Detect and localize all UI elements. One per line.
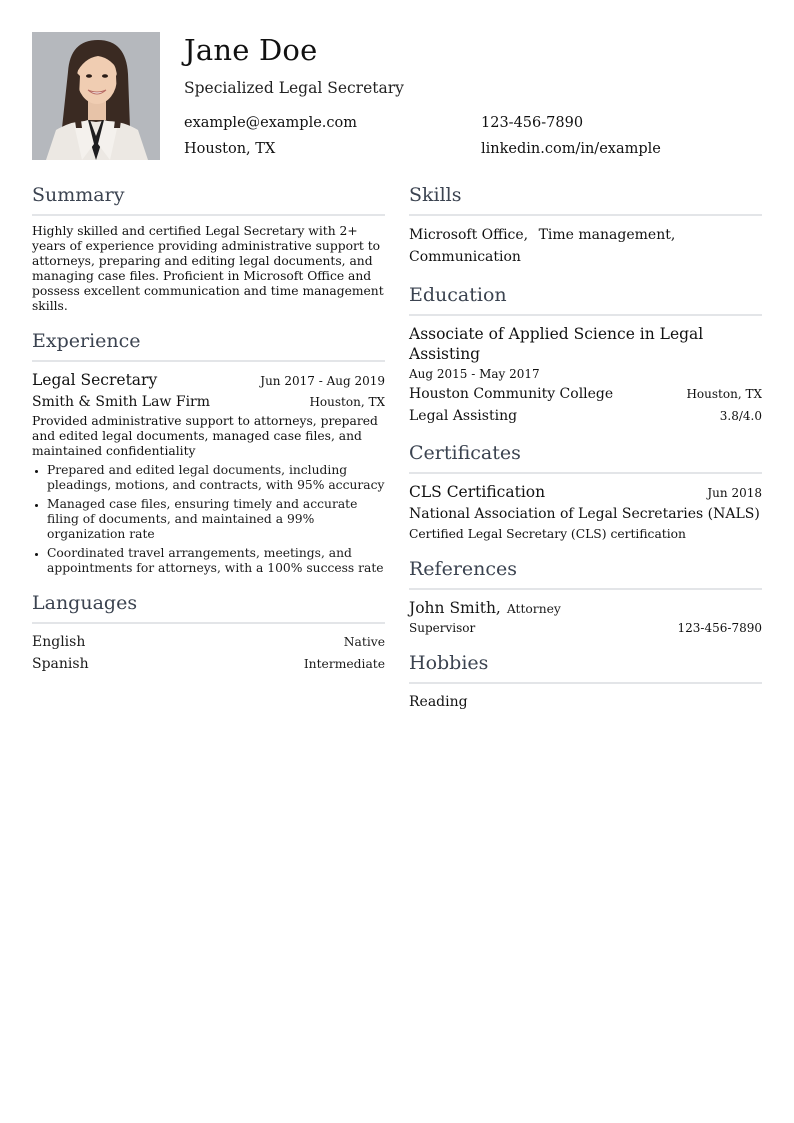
summary-text: Highly skilled and certified Legal Secretary with 2+ years of experience providing administrative support to attorneys, preparing and editing legal documents, and managing case files. Proficient in Microsoft Office and possess excellent communication and time management skills. [32,224,384,313]
education-heading: Education [409,282,762,316]
language-name: Spanish [32,656,89,672]
skill-item: Communication [409,249,521,265]
experience-dates: Jun 2017 - Aug 2019 [260,374,385,388]
skills-heading: Skills [409,182,762,216]
bullet-item: Coordinated travel arrangements, meetings, and appointments for attorneys, with a 100% success rate [47,546,384,575]
hobbies-heading: Hobbies [409,650,762,684]
candidate-name: Jane Doe [184,33,318,67]
summary-heading: Summary [32,182,385,216]
right-column [409,182,762,722]
reference-item [409,598,762,636]
contact-email[interactable]: example@example.com [184,115,358,131]
certificate-description: Certified Legal Secretary (CLS) certification [409,527,686,541]
experience-item [32,370,385,576]
certificate-date: Jun 2018 [707,486,762,500]
hobbies-section [409,650,762,712]
certificates-heading: Certificates [409,440,762,474]
education-location: Houston, TX [686,387,762,401]
education-dates: Aug 2015 - May 2017 [409,367,540,381]
languages-section [32,590,385,674]
references-heading: References [409,556,762,590]
language-level: Native [343,635,385,649]
skills-section [409,182,762,268]
certificates-section [409,440,762,542]
candidate-title: Specialized Legal Secretary [184,79,404,97]
education-gpa: 3.8/4.0 [719,409,762,423]
resume-header [32,32,762,160]
education-field: Legal Assisting [409,408,518,424]
certificate-name: CLS Certification [409,483,546,501]
contact-linkedin[interactable]: linkedin.com/in/example [481,141,661,157]
portrait-illustration [32,32,160,160]
hobby-item: Reading [409,694,468,710]
language-name: English [32,634,86,650]
bullet-item: Prepared and edited legal documents, including pleadings, motions, and contracts, with 95% accuracy [47,463,385,492]
reference-role: Attorney [506,602,561,616]
certificate-issuer: National Association of Legal Secretaries (NALS) [409,506,760,522]
reference-relation: Supervisor [409,621,476,635]
languages-heading: Languages [32,590,385,624]
skills-list [409,224,762,268]
experience-bullets [32,463,385,576]
left-column [32,182,385,684]
education-school: Houston Community College [409,386,614,402]
reference-name: John Smith, [409,599,501,617]
experience-description: Provided administrative support to attorneys, prepared and edited legal documents, managed case files, and maintained confidentiality [32,414,378,458]
reference-phone[interactable]: 123-456-7890 [677,621,762,635]
contact-phone[interactable]: 123-456-7890 [481,115,584,131]
experience-company: Smith & Smith Law Firm [32,394,211,410]
experience-location: Houston, TX [309,395,385,409]
references-section [409,556,762,636]
education-degree: Associate of Applied Science in Legal Assisting [409,325,704,363]
summary-section [32,182,385,314]
profile-photo [32,32,160,160]
experience-role: Legal Secretary [32,371,158,389]
contact-location: Houston, TX [184,141,276,157]
language-row [32,632,385,652]
skill-item: Microsoft Office, [409,227,529,243]
language-level: Intermediate [303,657,385,671]
experience-section [32,328,385,576]
skill-item: Time management, [538,227,676,243]
bullet-item: Managed case files, ensuring timely and accurate filing of documents, and maintained a 99% organization rate [47,497,385,542]
language-row [32,654,385,674]
education-section [409,282,762,426]
experience-heading: Experience [32,328,385,362]
